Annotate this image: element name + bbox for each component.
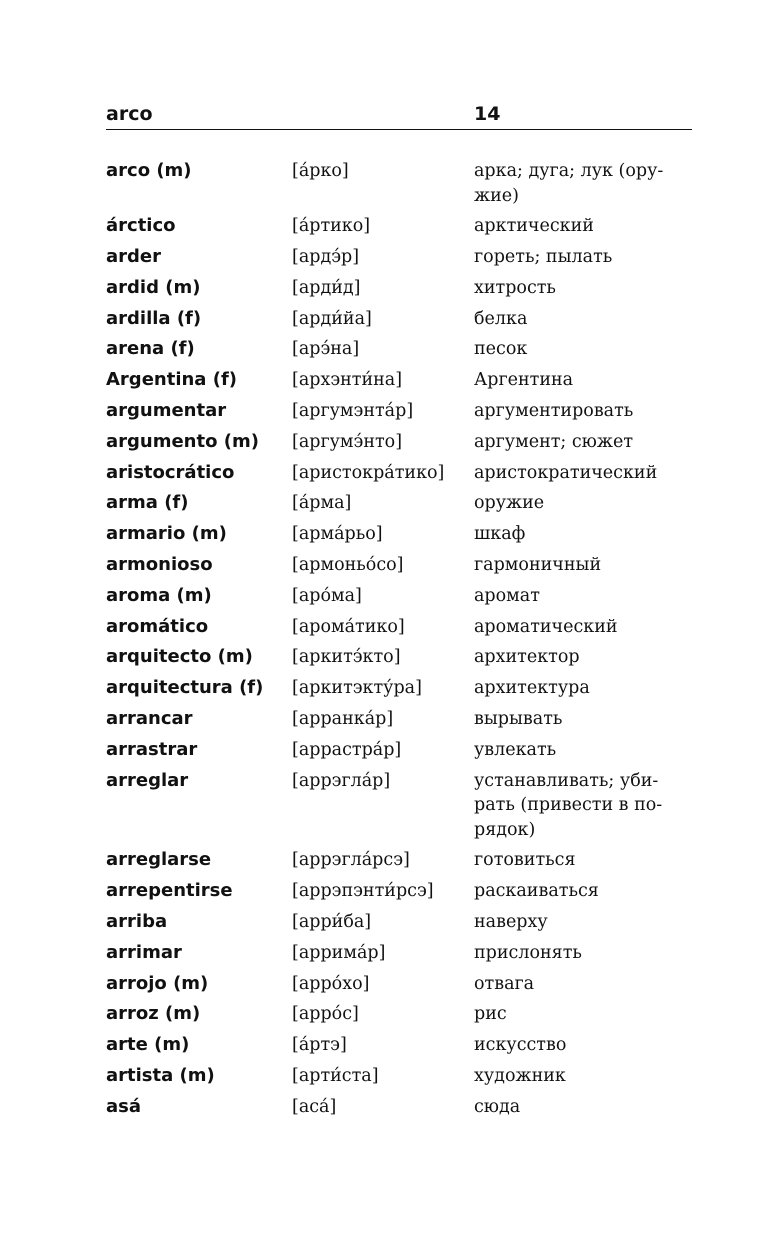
entry-list xyxy=(106,159,692,1126)
entry-pronunciation: [аргумэ́нто] xyxy=(292,431,403,452)
entry-word: Argentina (f) xyxy=(106,369,238,391)
dictionary-entry xyxy=(106,430,692,461)
entry-pronunciation: [арди́д] xyxy=(292,277,361,298)
entry-translation: сюда xyxy=(474,1096,521,1117)
entry-pronunciation: [аса́] xyxy=(292,1096,337,1117)
entry-translation: искусство xyxy=(474,1035,567,1056)
entry-word: arena (f) xyxy=(106,338,195,360)
entry-pronunciation: [арти́ста] xyxy=(292,1066,379,1087)
entry-translation: песок xyxy=(474,339,528,360)
dictionary-entry xyxy=(106,307,692,338)
entry-word: árctico xyxy=(106,215,176,237)
dictionary-entry xyxy=(106,276,692,307)
entry-word: armario (m) xyxy=(106,523,227,545)
header-rule xyxy=(106,129,692,130)
entry-pronunciation: [аррэгла́рсэ] xyxy=(292,850,410,871)
entry-translation: архитектор xyxy=(474,647,580,668)
entry-translation: художник xyxy=(474,1066,566,1087)
entry-translation: арктический xyxy=(474,216,594,237)
dictionary-entry xyxy=(106,615,692,646)
entry-pronunciation: [арди́йа] xyxy=(292,308,372,329)
entry-translation: аргумент; сюжет xyxy=(474,431,634,452)
entry-translation: шкаф xyxy=(474,524,526,545)
entry-translation: аргументировать xyxy=(474,401,634,422)
entry-translation: рис xyxy=(474,1004,507,1025)
entry-pronunciation: [аро́ма] xyxy=(292,585,362,606)
dictionary-entry xyxy=(106,972,692,1003)
dictionary-entry xyxy=(106,676,692,707)
entry-pronunciation: [а́ртэ] xyxy=(292,1035,347,1056)
entry-word: arder xyxy=(106,246,161,268)
entry-word: arrojo (m) xyxy=(106,972,209,994)
entry-translation: аристократический xyxy=(474,462,658,483)
entry-translation: арка; дуга; лук (ору- жие) xyxy=(474,161,664,206)
entry-word: artista (m) xyxy=(106,1065,215,1087)
entry-word: arrepentirse xyxy=(106,880,233,902)
entry-pronunciation: [ардэ́р] xyxy=(292,247,360,268)
dictionary-entry xyxy=(106,1064,692,1095)
entry-pronunciation: [аргумэнта́р] xyxy=(292,401,414,422)
entry-word: arroz (m) xyxy=(106,1003,201,1025)
entry-word: arte (m) xyxy=(106,1034,190,1056)
dictionary-entry xyxy=(106,368,692,399)
entry-word: ardilla (f) xyxy=(106,307,202,329)
entry-pronunciation: [арраcтра́р] xyxy=(292,739,402,760)
entry-pronunciation: [а́рма] xyxy=(292,493,352,514)
entry-translation: белка xyxy=(474,308,528,329)
entry-pronunciation: [аррэпэнти́рсэ] xyxy=(292,881,434,902)
dictionary-entry xyxy=(106,769,692,849)
entry-word: asá xyxy=(106,1095,142,1117)
entry-word: aristocrático xyxy=(106,461,235,483)
entry-pronunciation: [áрко] xyxy=(292,161,349,181)
page-number: 14 xyxy=(474,103,501,125)
entry-translation: хитрость xyxy=(474,277,556,298)
entry-word: aromático xyxy=(106,615,209,637)
entry-translation: гармоничный xyxy=(474,555,602,576)
dictionary-entry xyxy=(106,941,692,972)
entry-word: argumento (m) xyxy=(106,430,259,452)
entry-translation: вырывать xyxy=(474,709,563,730)
entry-word: arriba xyxy=(106,911,168,933)
dictionary-entry xyxy=(106,245,692,276)
dictionary-entry xyxy=(106,879,692,910)
dictionary-entry xyxy=(106,522,692,553)
entry-word: arrancar xyxy=(106,708,193,730)
entry-translation: отвага xyxy=(474,973,535,994)
entry-translation: архитектура xyxy=(474,678,590,699)
dictionary-entry xyxy=(106,214,692,245)
entry-pronunciation: [арэ́на] xyxy=(292,339,360,360)
entry-pronunciation: [арома́тико] xyxy=(292,616,405,637)
dictionary-entry xyxy=(106,399,692,430)
entry-word: arreglarse xyxy=(106,849,212,871)
dictionary-entry xyxy=(106,910,692,941)
entry-translation: оружие xyxy=(474,493,545,514)
entry-word: arco (m) xyxy=(106,160,192,181)
entry-word: arrastrar xyxy=(106,738,198,760)
entry-word: arma (f) xyxy=(106,492,189,514)
entry-word: aroma (m) xyxy=(106,584,212,606)
entry-translation: раскаиваться xyxy=(474,881,599,902)
running-head xyxy=(106,101,692,129)
entry-word: arrimar xyxy=(106,941,182,963)
entry-translation: аромат xyxy=(474,585,540,606)
dictionary-entry xyxy=(106,553,692,584)
entry-pronunciation: [арри́ба] xyxy=(292,912,372,933)
entry-pronunciation: [арро́хо] xyxy=(292,973,370,994)
dictionary-entry xyxy=(106,1002,692,1033)
entry-pronunciation: [аррэгла́р] xyxy=(292,770,391,791)
entry-pronunciation: [арро́с] xyxy=(292,1004,359,1025)
entry-translation: устанавливать; уби- рать (привести в по- рядок) xyxy=(474,770,663,840)
dictionary-entry xyxy=(106,337,692,368)
dictionary-entry xyxy=(106,584,692,615)
dictionary-entry xyxy=(106,491,692,522)
entry-translation: увлекать xyxy=(474,739,557,760)
entry-pronunciation: [аркитэкту́ра] xyxy=(292,678,422,699)
entry-pronunciation: [архэнти́на] xyxy=(292,370,403,391)
entry-word: argumentar xyxy=(106,400,227,422)
dictionary-entry xyxy=(106,1033,692,1064)
entry-pronunciation: [аристокра́тико] xyxy=(292,462,445,483)
dictionary-entry xyxy=(106,159,692,214)
entry-word: ardid (m) xyxy=(106,276,201,298)
entry-translation: Аргентина xyxy=(474,370,574,391)
entry-word: arquitectura (f) xyxy=(106,677,264,699)
entry-translation: наверху xyxy=(474,912,548,933)
entry-pronunciation: [арма́рьо] xyxy=(292,524,383,545)
entry-pronunciation: [арранка́р] xyxy=(292,709,394,730)
entry-word: arreglar xyxy=(106,769,189,791)
dictionary-entry xyxy=(106,707,692,738)
dictionary-entry xyxy=(106,738,692,769)
entry-pronunciation: [аркитэ́кто] xyxy=(292,647,401,668)
entry-word: armonioso xyxy=(106,554,213,576)
entry-translation: прислонять xyxy=(474,942,582,963)
entry-translation: гореть; пылать xyxy=(474,247,613,268)
entry-translation: готовиться xyxy=(474,850,576,871)
entry-pronunciation: [áртико] xyxy=(292,216,371,237)
running-headword: arco xyxy=(106,103,153,125)
entry-word: arquitecto (m) xyxy=(106,646,253,668)
dictionary-entry xyxy=(106,645,692,676)
dictionary-entry xyxy=(106,461,692,492)
dictionary-entry xyxy=(106,1095,692,1126)
entry-pronunciation: [арримáр] xyxy=(292,942,386,963)
entry-translation: ароматический xyxy=(474,616,618,637)
dictionary-entry xyxy=(106,848,692,879)
entry-pronunciation: [армоньо́со] xyxy=(292,555,404,576)
